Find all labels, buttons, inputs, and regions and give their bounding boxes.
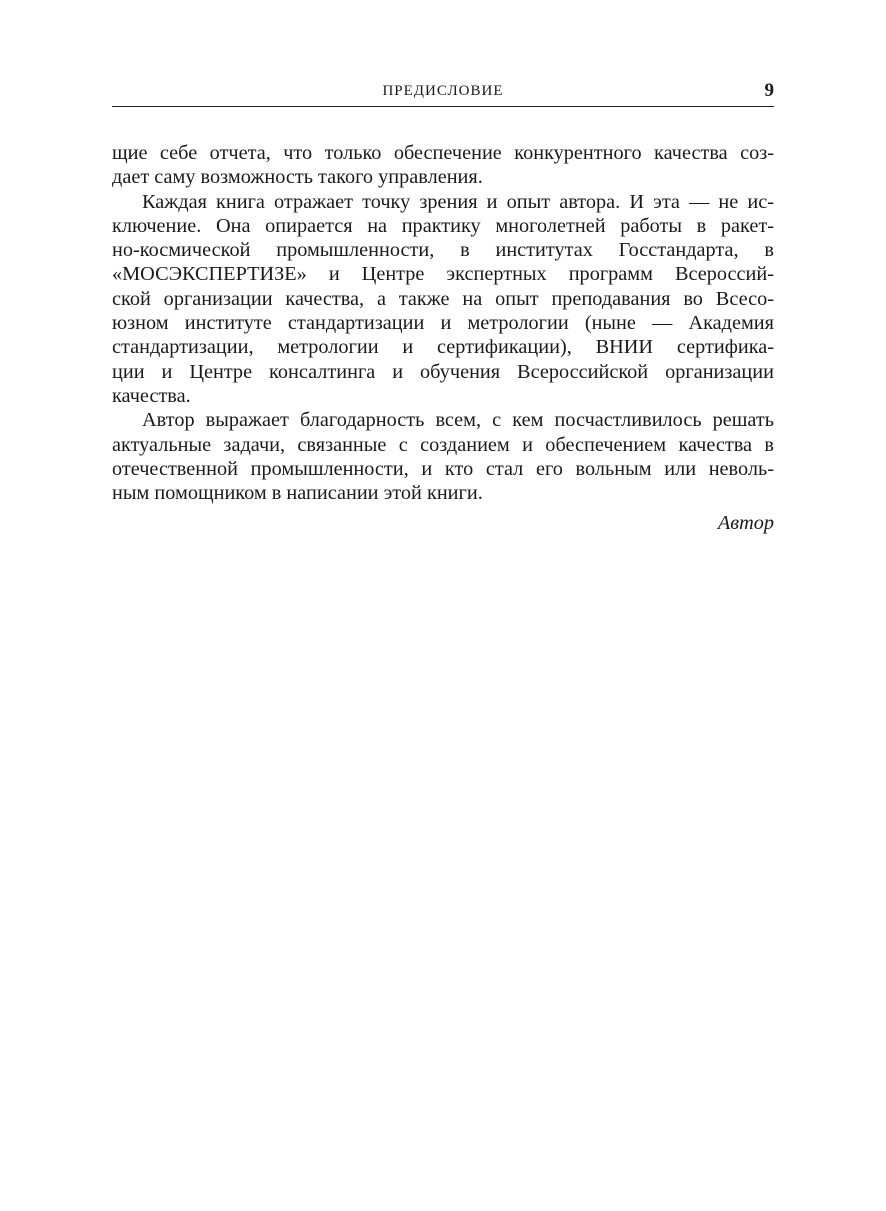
- text-line: «МОСЭКСПЕРТИЗЕ» и Центре экспертных программ Всероссий-: [112, 263, 774, 286]
- text-line: качества.: [112, 384, 191, 407]
- text-line: щие себе отчета, что только обеспечение конкурентного качества соз-: [112, 142, 774, 164]
- text-line: юзном институте стандартизации и метрологии (ныне — Академия: [112, 312, 774, 335]
- text-line: актуальные задачи, связанные с созданием и обеспечением качества в: [112, 433, 774, 456]
- text-line: ции и Центре консалтинга и обучения Всероссийской организации: [112, 360, 774, 383]
- text-line: дает саму возможность такого управления.: [112, 166, 483, 189]
- text-line: но-космической промышленности, в институтах Госстандарта, в: [112, 239, 774, 262]
- running-header: [112, 80, 774, 107]
- text-line: ключение. Она опирается на практику многолетней работы в ракет-: [112, 214, 774, 237]
- text-line: отечественной промышленности, и кто стал его вольным или неволь-: [112, 457, 774, 480]
- text-line: Автор выражает благодарность всем, с кем посчастливилось решать: [142, 409, 774, 432]
- text-line: стандартизации, метрологии и сертификации), ВНИИ сертифика-: [112, 336, 774, 359]
- author-signature: Автор: [717, 512, 774, 534]
- body-text: [112, 141, 774, 505]
- section-title: ПРЕДИСЛОВИЕ: [382, 83, 504, 99]
- text-line: ской организации качества, а также на опыт преподавания во Всесо-: [112, 287, 774, 310]
- page-number: 9: [764, 80, 774, 101]
- text-line: ным помощником в написании этой книги.: [112, 482, 483, 505]
- text-line: Каждая книга отражает точку зрения и опыт автора. И эта — не ис-: [142, 190, 774, 213]
